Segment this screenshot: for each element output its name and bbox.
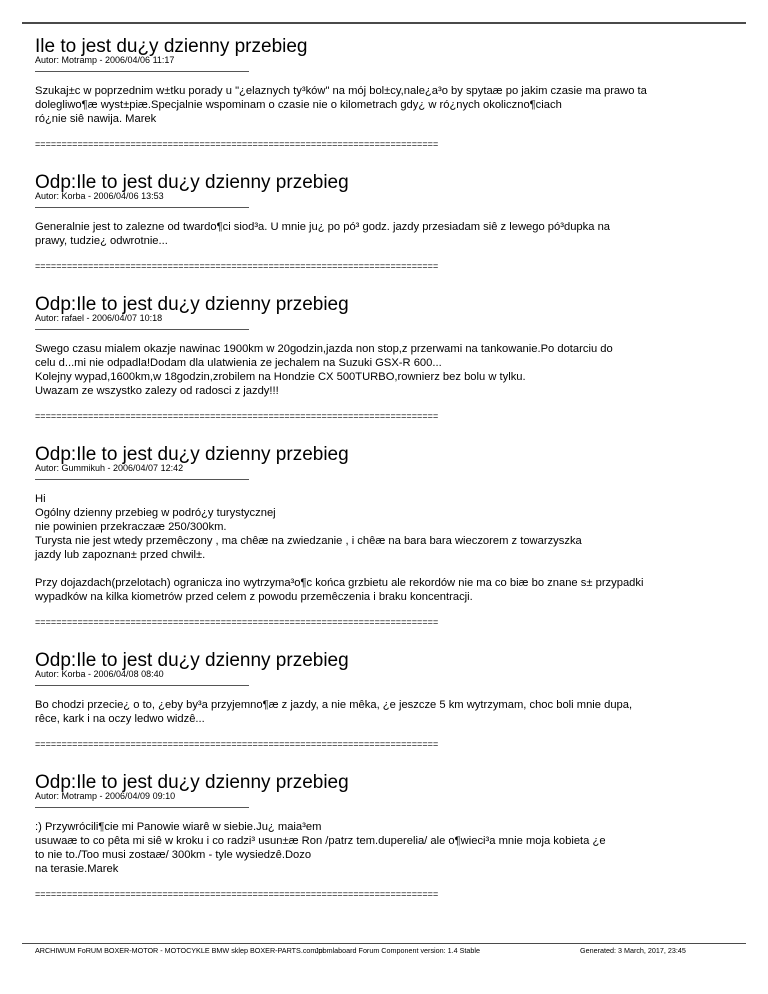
top-rule — [22, 22, 746, 24]
post-separator: ============================================================================ — [35, 889, 439, 899]
post-separator: ============================================================================ — [35, 139, 439, 149]
post-title: Odp:Ile to jest du¿y dzienny przebieg — [35, 650, 349, 671]
footer-generated-date: Generated: 3 March, 2017, 23:45 — [580, 946, 686, 955]
post-body — [35, 492, 755, 604]
forum-post — [35, 445, 755, 627]
post-paragraph — [35, 576, 755, 604]
posts-list — [35, 37, 755, 899]
post-paragraph — [35, 342, 755, 398]
forum-post — [35, 773, 755, 899]
post-line: Kolejny wypad,1600km,w 18godzin,zrobilem na Hondzie CX 500TURBO,rownierz bez bolu w tylku. — [35, 371, 526, 383]
post-line: prawy, tudzie¿ odwrotnie... — [35, 235, 168, 247]
post-author-date: Autor: Korba - 2006/04/08 08:40 — [35, 669, 164, 679]
post-title: Odp:Ile to jest du¿y dzienny przebieg — [35, 172, 349, 193]
post-line: :) Przywrócili¶cie mi Panowie wiarê w siebie.Ju¿ maia³em — [35, 821, 322, 833]
post-author-date: Autor: Korba - 2006/04/06 13:53 — [35, 191, 164, 201]
meta-underline — [35, 807, 249, 808]
post-paragraph — [35, 492, 755, 562]
post-author-date: Autor: Motramp - 2006/04/06 11:17 — [35, 55, 175, 65]
post-title: Odp:Ile to jest du¿y dzienny przebieg — [35, 444, 349, 465]
post-body — [35, 220, 755, 248]
post-line: Generalnie jest to zalezne od twardo¶ci siod³a. U mnie ju¿ po pó³ godz. jazdy przesiadam siê z lewego pó³dupka na — [35, 221, 611, 233]
post-line: wypadków na kilka kiometrów przed celem z powodu przemêczenia i braku koncentracji. — [35, 591, 473, 603]
meta-underline — [35, 685, 249, 686]
post-line: Szukaj±c w poprzednim w±tku porady u "¿elaznych ty³ków" na mój bol±cy,nale¿a³o by spytaæ po jakim czasie ma prawo ta — [35, 85, 647, 97]
meta-underline — [35, 207, 249, 208]
post-paragraph — [35, 698, 755, 726]
post-line: jazdy lub zapoznan± przed chwil±. — [35, 549, 206, 561]
post-line: rêce, kark i na oczy ledwo widzê... — [35, 713, 205, 725]
post-paragraph — [35, 220, 755, 248]
post-separator: ============================================================================ — [35, 617, 439, 627]
post-line: usuwaæ to co pêta mi siê w kroku i co radzi³ usun±æ Ron /patrz tem.duperelia/ ale o¶wieci³a mnie moja kobieta ¿e — [35, 835, 606, 847]
post-line: Turysta nie jest wtedy przemêczony , ma chêæ na zwiedzanie , i chêæ na bara bara wieczorem z towarzyszka — [35, 535, 582, 547]
post-author-date: Autor: Gummikuh - 2006/04/07 12:42 — [35, 463, 184, 473]
post-line: Uwazam ze wszystko zalezy od radosci z jazdy!!! — [35, 385, 279, 397]
footer-site-name: ARCHIWUM FoRUM BOXER-MOTOR - MOTOCYKLE BMW sklep BOXER-PARTS.com.pl — [35, 946, 324, 955]
post-separator: ============================================================================ — [35, 411, 439, 421]
footer-rule — [22, 943, 746, 944]
post-line: celu d...mi nie odpadla!Dodam dla ulatwienia ze jechalem na Suzuki GSX-R 600... — [35, 357, 442, 369]
meta-underline — [35, 329, 249, 330]
post-line: Hi — [35, 493, 46, 505]
footer-component-version: Joomlaboard Forum Component version: 1.4 Stable — [315, 946, 481, 955]
post-line: Ogólny dzienny przebieg w podró¿y turystycznej — [35, 507, 276, 519]
post-line: Swego czasu mialem okazje nawinac 1900km w 20godzin,jazda non stop,z przerwami na tankowanie.Po dotarciu do — [35, 343, 613, 355]
forum-post — [35, 651, 755, 749]
post-line: dolegliwo¶æ wyst±piæ.Specjalnie wspominam o czasie nie o kilometrach gdy¿ w ró¿nych okoliczno¶ciach — [35, 99, 562, 111]
post-line: Bo chodzi przecie¿ o to, ¿eby by³a przyjemno¶æ z jazdy, a nie mêka, ¿e jeszcze 5 km wytrzymam, choc boli mnie dupa, — [35, 699, 633, 711]
post-paragraph — [35, 820, 755, 876]
post-line: to nie to./Too musi zostaæ/ 300km - tyle wysiedzê.Dozo — [35, 849, 312, 861]
post-line: ró¿nie siê nawija. Marek — [35, 113, 157, 125]
meta-underline — [35, 71, 249, 72]
post-line: Przy dojazdach(przelotach) ogranicza ino wytrzyma³o¶c końca grzbietu ale rekordów nie ma co biæ bo znane s± przypadki — [35, 577, 644, 589]
post-body — [35, 820, 755, 876]
meta-underline — [35, 479, 249, 480]
post-line: na terasie.Marek — [35, 863, 119, 875]
post-title: Ile to jest du¿y dzienny przebieg — [35, 36, 308, 57]
post-body — [35, 698, 755, 726]
post-body — [35, 342, 755, 398]
forum-post — [35, 37, 755, 149]
post-title: Odp:Ile to jest du¿y dzienny przebieg — [35, 772, 349, 793]
post-author-date: Autor: Motramp - 2006/04/09 09:10 — [35, 791, 176, 801]
post-body — [35, 84, 755, 126]
post-separator: ============================================================================ — [35, 739, 439, 749]
post-line: nie powinien przekraczaæ 250/300km. — [35, 521, 227, 533]
post-author-date: Autor: rafael - 2006/04/07 10:18 — [35, 313, 163, 323]
post-paragraph — [35, 84, 755, 126]
post-separator: ============================================================================ — [35, 261, 439, 271]
forum-post — [35, 295, 755, 421]
post-title: Odp:Ile to jest du¿y dzienny przebieg — [35, 294, 349, 315]
forum-post — [35, 173, 755, 271]
